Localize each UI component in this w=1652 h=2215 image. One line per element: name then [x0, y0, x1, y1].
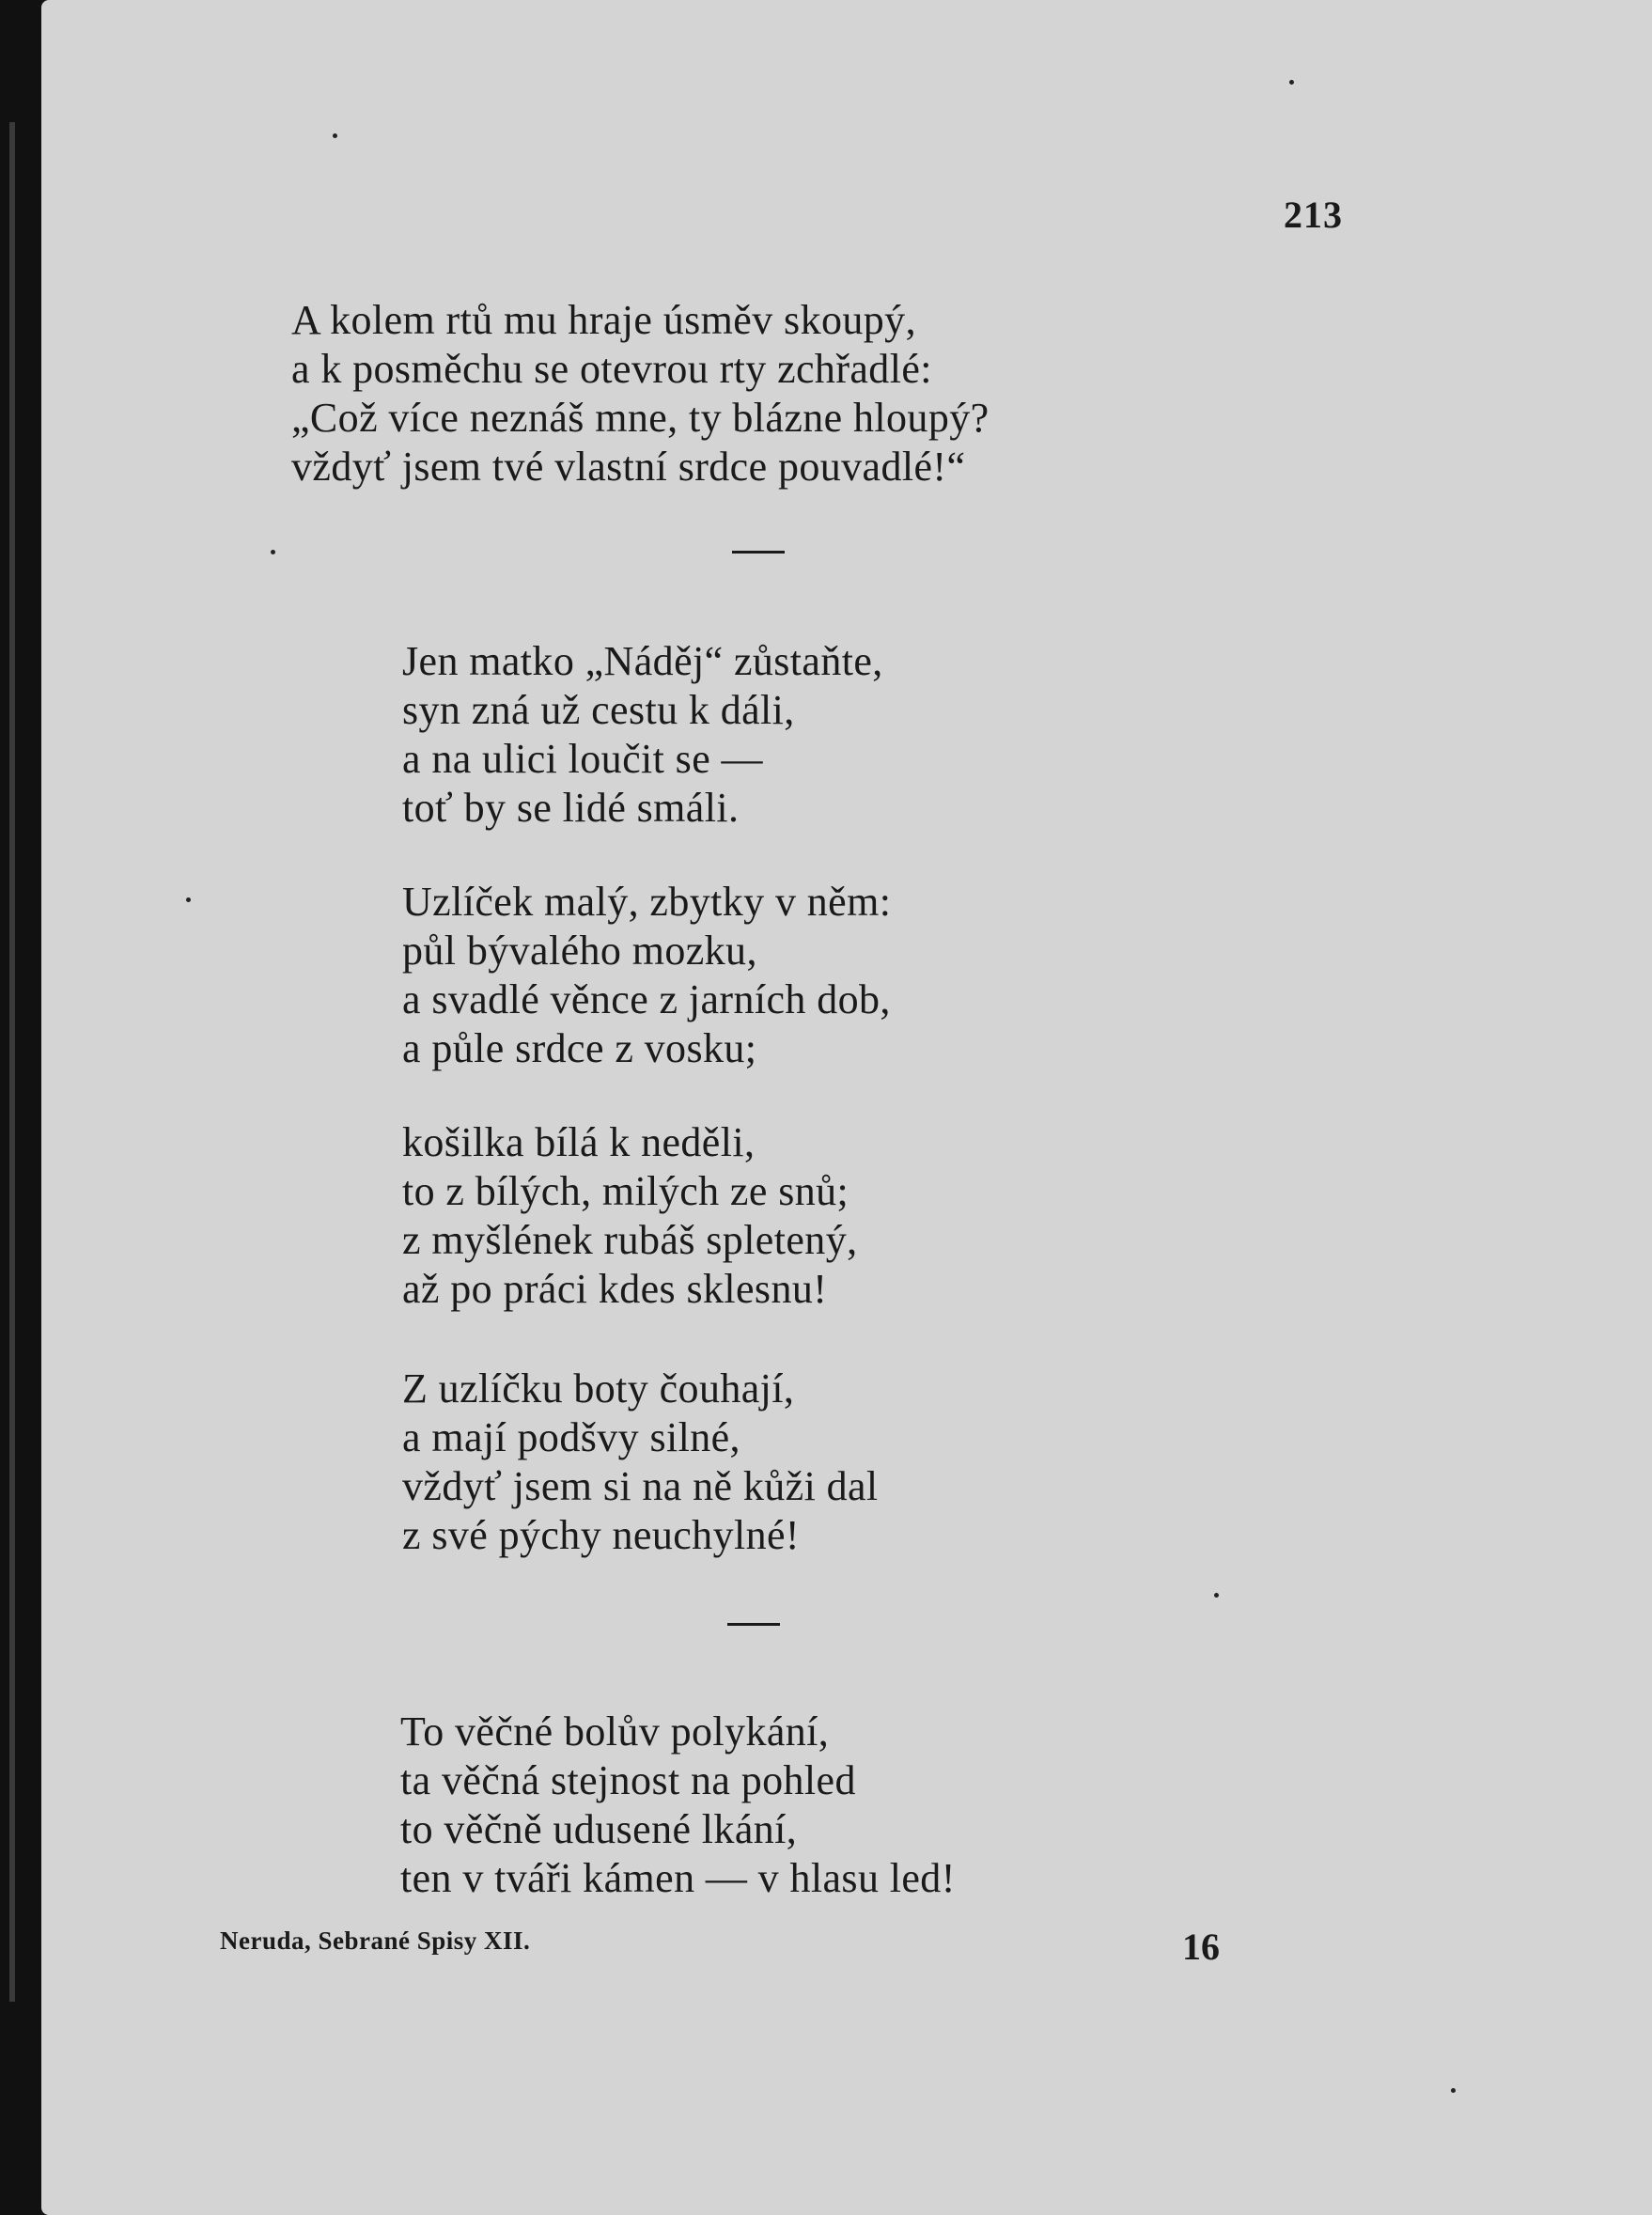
- stanza-2: [402, 637, 883, 833]
- section-divider: [732, 551, 785, 554]
- verse-line: a mají podšvy silné,: [402, 1414, 740, 1460]
- paper-speck: [1214, 1593, 1219, 1598]
- verse-line: Jen matko „Náděj“ zůstaňte,: [402, 638, 883, 684]
- verse-line: Z uzlíčku boty čouhají,: [402, 1365, 795, 1412]
- book-spine-edge: [0, 0, 41, 2215]
- stanza-4: [402, 1118, 858, 1314]
- verse-line: vždyť jsem si na ně kůži dal: [402, 1463, 879, 1509]
- verse-line: a svadlé věnce z jarních dob,: [402, 976, 891, 1022]
- paper-speck: [1451, 2088, 1456, 2093]
- verse-line: syn zná už cestu k dáli,: [402, 687, 795, 733]
- book-signature: Neruda, Sebrané Spisy XII.: [220, 1926, 531, 1955]
- verse-line: vždyť jsem tvé vlastní srdce pouvadlé!“: [291, 444, 966, 490]
- verse-line: z své pýchy neuchylné!: [402, 1512, 800, 1558]
- verse-line: A kolem rtů mu hraje úsměv skoupý,: [291, 297, 916, 343]
- verse-line: až po práci kdes sklesnu!: [402, 1266, 828, 1312]
- verse-line: to z bílých, milých ze snů;: [402, 1168, 849, 1214]
- page-number: 213: [1284, 194, 1343, 236]
- stanza-1: [291, 296, 990, 491]
- stanza-6: [400, 1708, 956, 1903]
- spine-strip: [9, 122, 15, 2002]
- book-page: [41, 0, 1652, 2215]
- verse-line: a na ulici loučit se —: [402, 736, 763, 782]
- verse-line: z myšlének rubáš spletený,: [402, 1217, 858, 1263]
- verse-line: Uzlíček malý, zbytky v něm:: [402, 879, 892, 925]
- verse-line: „Což více neznáš mne, ty blázne hloupý?: [291, 395, 990, 441]
- verse-line: toť by se lidé smáli.: [402, 785, 740, 831]
- verse-line: ten v tváři kámen — v hlasu led!: [400, 1855, 956, 1901]
- verse-line: košilka bílá k neděli,: [402, 1119, 756, 1165]
- verse-line: To věčné bolův polykání,: [400, 1708, 830, 1755]
- sheet-number: 16: [1182, 1926, 1220, 1968]
- paper-speck: [271, 550, 275, 554]
- verse-line: a k posměchu se otevrou rty zchřadlé:: [291, 346, 932, 392]
- paper-speck: [1289, 80, 1294, 85]
- verse-line: půl bývalého mozku,: [402, 928, 757, 974]
- stanza-3: [402, 878, 891, 1073]
- stanza-5: [402, 1365, 879, 1560]
- paper-speck: [333, 133, 337, 138]
- verse-line: to věčně udusené lkání,: [400, 1806, 798, 1852]
- verse-line: ta věčná stejnost na pohled: [400, 1757, 856, 1803]
- paper-speck: [186, 897, 191, 902]
- section-divider: [727, 1623, 780, 1626]
- verse-line: a půle srdce z vosku;: [402, 1025, 757, 1071]
